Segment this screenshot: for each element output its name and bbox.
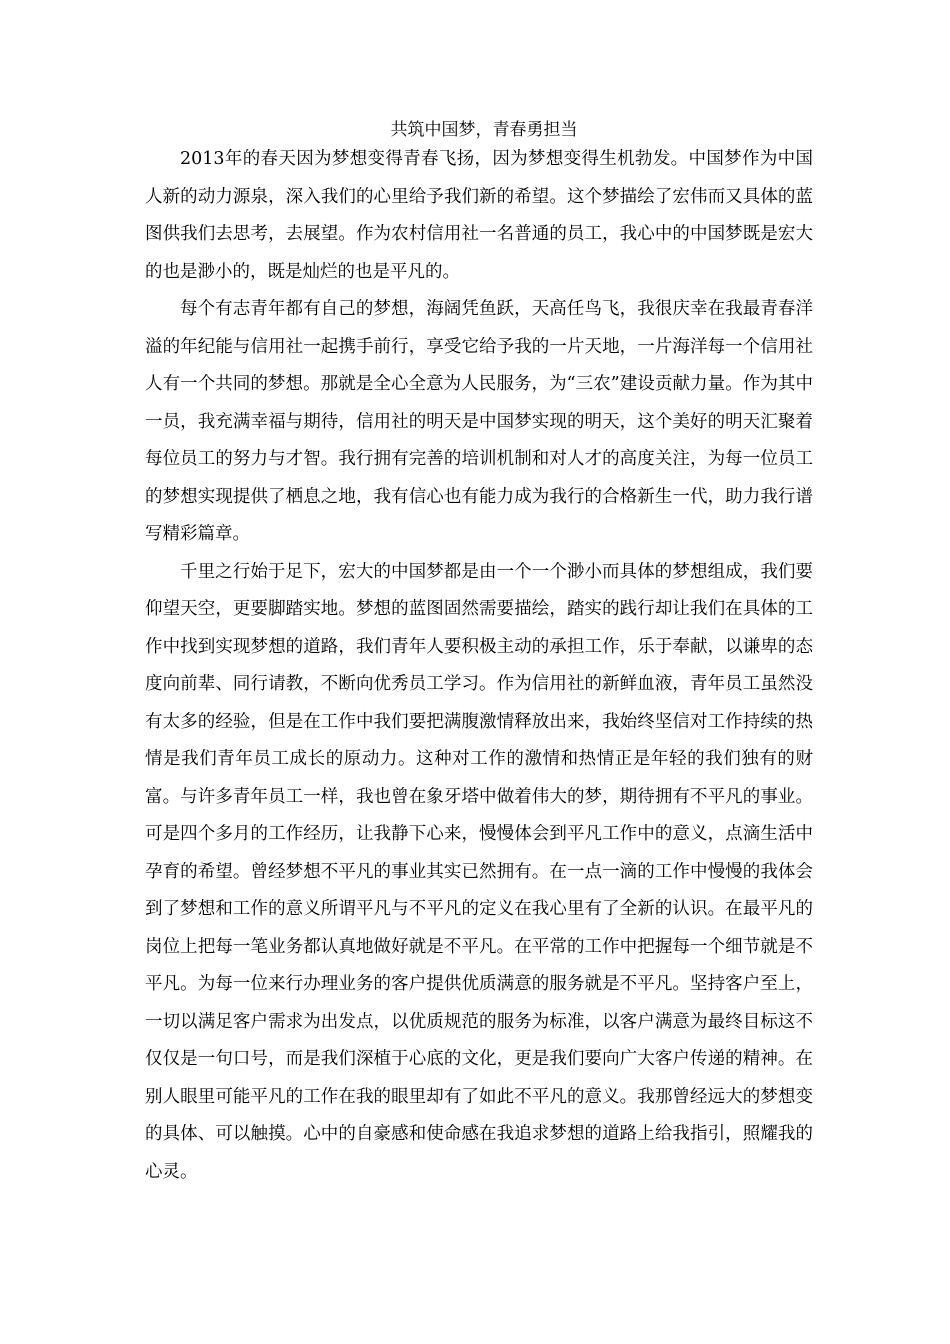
paragraph-2: 每个有志青年都有自己的梦想，海阔凭鱼跃，天高任鸟飞，我很庆幸在我最青春洋溢的年纪能与信用社一起携手前行，享受它给予我的一片天地，一片海洋每一个信用社人有一个共同的梦想。那就是全心全意为人民服务，为“三农”建设贡献力量。作为其中一员，我充满幸福与期待，信用社的明天是中国梦实现的明天，这个美好的明天汇聚着每位员工的努力与才智。我行拥有完善的培训机制和对人才的高度关注，为每一位员工的梦想实现提供了栖息之地，我有信心也有能力成为我行的合格新生一代，助力我行谱写精彩篇章。: [145, 299, 813, 544]
document-title: 共筑中国梦，青春勇担当: [390, 120, 578, 140]
paragraph-3: 千里之行始于足下，宏大的中国梦都是由一个一个渺小而具体的梦想组成，我们要仰望天空，更要脚踏实地。梦想的蓝图固然需要描绘，踏实的践行却让我们在具体的工作中找到实现梦想的道路，我们青年人要积极主动的承担工作，乐于奉献，以谦卑的态度向前辈、同行请教，不断向优秀员工学习。作为信用社的新鲜血液，青年员工虽然没有太多的经验，但是在工作中我们要把满腹激情释放出来，我始终坚信对工作持续的热情是我们青年员工成长的原动力。这种对工作的激情和热情正是年轻的我们独有的财富。与许多青年员工一样，我也曾在象牙塔中做着伟大的梦，期待拥有不平凡的事业。可是四个多月的工作经历，让我静下心来，慢慢体会到平凡工作中的意义，点滴生活中孕育的希望。曾经梦想不平凡的事业其实已然拥有。在一点一滴的工作中慢慢的我体会到了梦想和工作的意义所谓平凡与不平凡的定义在我心里有了全新的认识。在最平凡的岗位上把每一笔业务都认真地做好就是不平凡。在平常的工作中把握每一个细节就是不平凡。为每一位来行办理业务的客户提供优质满意的服务就是不平凡。坚持客户至上，一切以满足客户需求为出发点，以优质规范的服务为标准，以客户满意为最终目标这不仅仅是一句口号，而是我们深植于心底的文化，更是我们要向广大客户传递的精神。在别人眼里可能平凡的工作在我的眼里却有了如此不平凡的意义。我那曾经远大的梦想变的具体、可以触摸。心中的自豪感和使命感在我追求梦想的道路上给我指引，照耀我的心灵。: [145, 561, 813, 1182]
document-body: [145, 119, 813, 1191]
paragraph-1: 2013年的春天因为梦想变得青春飞扬，因为梦想变得生机勃发。中国梦作为中国人新的动力源泉，深入我们的心里给予我们新的希望。这个梦描绘了宏伟而又具体的蓝图供我们去思考，去展望。作为农村信用社一名普通的员工，我心中的中国梦既是宏大的也是渺小的，既是灿烂的也是平凡的。: [145, 149, 813, 282]
